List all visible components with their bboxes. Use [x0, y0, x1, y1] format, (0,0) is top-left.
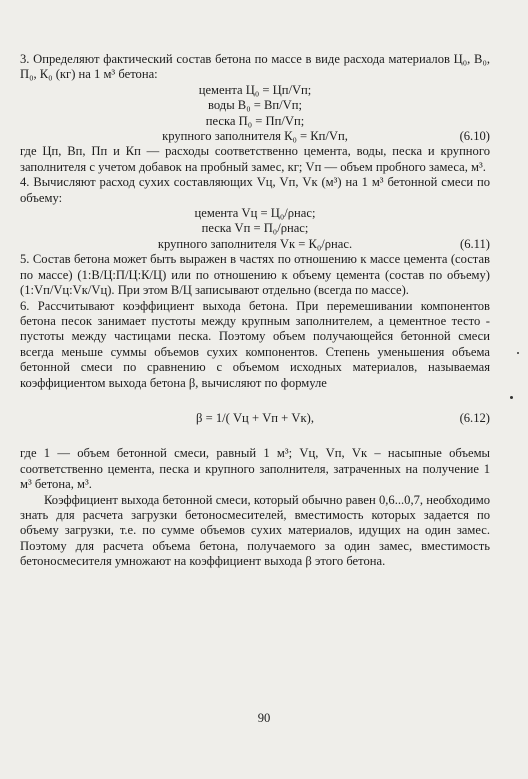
formula-line: песка П₀ = Пп/Vп;: [205, 113, 305, 128]
formula-line: цемента Ц₀ = Цп/Vп;: [198, 82, 312, 97]
page-content: [20, 52, 490, 570]
formula-line: песка Vп = П₀/ρнас;: [201, 221, 309, 236]
formula-line: цемента Vц = Ц₀/ρнас;: [194, 206, 316, 221]
formula-6-12: [20, 411, 490, 426]
formula-number: (6.12): [459, 410, 490, 425]
formula-line: воды В₀ = Вп/Vп;: [208, 98, 302, 113]
scan-speck: [510, 396, 513, 399]
formula-number: (6.10): [459, 129, 490, 144]
formula-number: (6.11): [460, 236, 490, 251]
formula-line-numbered: [20, 237, 490, 252]
paragraph-where-6-12: где 1 — объем бетонной смеси, равный 1 м³; Vц, Vп, Vк – насыпные объемы соответственно цемента, песка и крупного заполнителя, затраченных на получение 1 м³ бетона, м³.: [20, 446, 490, 492]
formula-line: крупного заполнителя К₀ = Кп/Vп,: [162, 129, 348, 144]
formula-line-numbered: [20, 129, 490, 144]
paragraph-step-5: 5. Состав бетона может быть выражен в частях по отношению к массе цемента (состав по массе) (1:В/Ц:П/Ц:К/Ц) или по отношению к объему цемента (состав по объему) (1:Vп/Vц:Vк/Vц). При этом В/Ц записывают отдельно (всегда по массе).: [20, 252, 490, 298]
paragraph-step-6: 6. Рассчитывают коэффициент выхода бетона. При перемешивании компонентов бетона песок занимает пустоты между крупным заполнителем, а цементное тесто - пустоты между частицами песка. Поэтому объем получающейся бетонной смеси всегда меньше суммы объемов сухих компонентов. Степень уменьшения объема бетонной смеси по сравнению с объемом исходных материалов, называемая коэффициентом выхода бетона β, вычисляют по формуле: [20, 298, 490, 390]
scan-speck: [517, 352, 519, 354]
formula-line: β = 1/( Vц + Vп + Vк),: [196, 410, 314, 425]
paragraph-yield-coefficient: Коэффициент выхода бетонной смеси, который обычно равен 0,6...0,7, необходимо знать для расчета загрузки бетоносмесителей, вместимость которых задается по объему загрузки, т.е. по сумме объемов сухих материалов, идущих на один замес. Поэтому для расчета объема бетона, получаемого за один замес, вместимость бетоносмесителя умножают на коэффициент выхода β этого бетона.: [20, 492, 490, 569]
formula-block-6-11: [20, 206, 490, 252]
paragraph-where-6-10: где Цп, Вп, Пп и Кп — расходы соответственно цемента, воды, песка и крупного заполнителя с учетом добавок на пробный замес, кг; Vп — объем пробного замеса, м³.: [20, 144, 490, 174]
formula-line: крупного заполнителя Vк = К₀/ρнас.: [157, 236, 353, 251]
paragraph-step-4: 4. Вычисляют расход сухих составляющих Vц, Vп, Vк (м³) на 1 м³ бетонной смеси по объему:: [20, 175, 490, 205]
page-number: 90: [257, 711, 271, 725]
paragraph-step-3: 3. Определяют фактический состав бетона по массе в виде расхода материалов Ц₀, В₀, П₀, К₀ (кг) на 1 м³ бетона:: [20, 52, 490, 82]
formula-block-6-10: [20, 83, 490, 145]
